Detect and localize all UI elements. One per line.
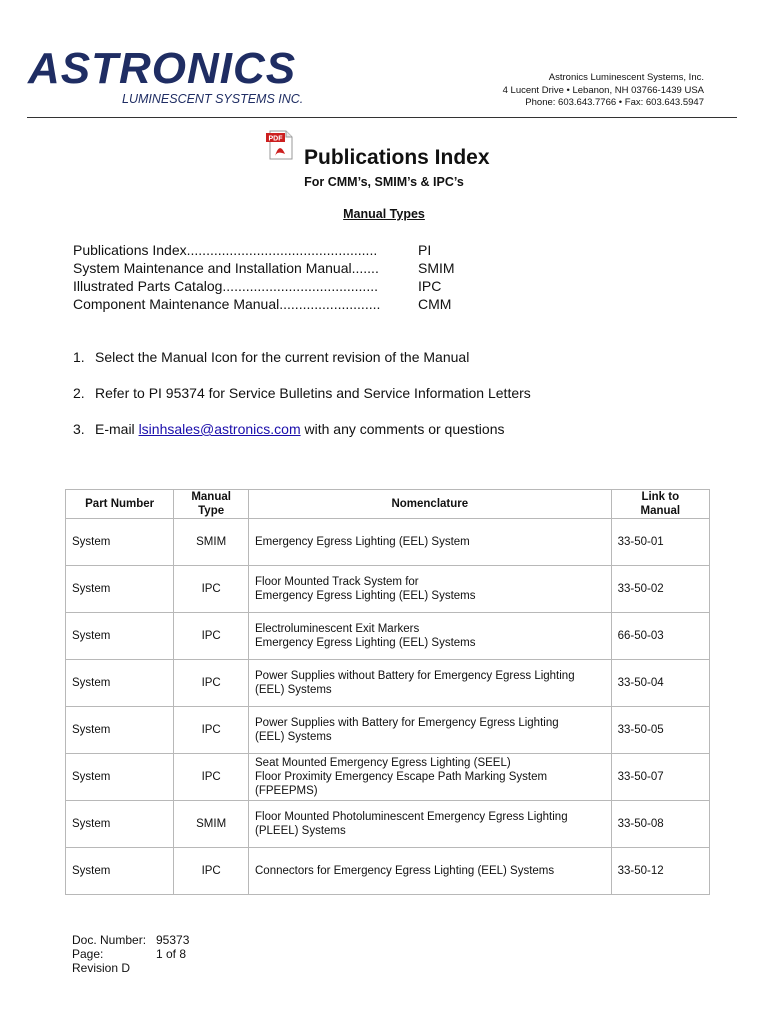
table-row — [66, 707, 710, 754]
table-row — [66, 754, 710, 801]
cell-part-number: System — [66, 801, 174, 848]
table-row — [66, 660, 710, 707]
manual-types-list — [73, 241, 478, 313]
table-row — [66, 566, 710, 613]
page-row — [72, 947, 189, 961]
cell-nomenclature — [249, 519, 612, 566]
manual-type-row — [73, 277, 478, 295]
instruction-item — [73, 349, 469, 365]
nomenclature-line: (PLEEL) Systems — [255, 825, 346, 837]
instruction-number: 3. — [73, 421, 85, 437]
table-body — [66, 519, 710, 895]
doc-number-row — [72, 933, 189, 947]
instruction-number: 2. — [73, 385, 85, 401]
instruction-text: Select the Manual Icon for the current revision of the Manual — [95, 349, 470, 365]
cell-part-number: System — [66, 754, 174, 801]
instruction-text-pre: E-mail — [95, 421, 139, 437]
header-link-line1: Link to — [641, 491, 680, 503]
manual-type-row — [73, 259, 478, 277]
nomenclature-line: Floor Mounted Photoluminescent Emergency Egress Lighting — [255, 811, 568, 823]
cell-manual-link[interactable]: 33-50-04 — [611, 660, 709, 707]
company-address — [503, 72, 704, 110]
cell-manual-type: SMIM — [174, 801, 249, 848]
instruction-text-post: with any comments or questions — [300, 421, 505, 437]
nomenclature-line: (EEL) Systems — [255, 684, 332, 696]
header-link — [611, 490, 709, 519]
manual-type-row — [73, 295, 478, 313]
page-title: Publications Index — [304, 146, 490, 169]
cell-nomenclature — [249, 707, 612, 754]
cell-manual-link[interactable]: 33-50-08 — [611, 801, 709, 848]
publications-table — [65, 489, 710, 895]
header-part-number: Part Number — [66, 490, 174, 519]
instruction-text: Refer to PI 95374 for Service Bulletins and Service Information Letters — [95, 385, 531, 401]
nomenclature-line: Floor Mounted Track System for — [255, 576, 419, 588]
cell-nomenclature — [249, 613, 612, 660]
header-link-line2: Manual — [640, 505, 681, 517]
instruction-item — [73, 421, 504, 437]
cell-nomenclature — [249, 848, 612, 895]
manual-types-heading: Manual Types — [343, 207, 425, 221]
table-row — [66, 519, 710, 566]
manual-type-code: SMIM — [418, 260, 455, 276]
cell-nomenclature — [249, 801, 612, 848]
cell-part-number: System — [66, 707, 174, 754]
revision-row — [72, 961, 189, 975]
cell-manual-link[interactable]: 33-50-01 — [611, 519, 709, 566]
table-row — [66, 613, 710, 660]
company-logo — [28, 44, 304, 114]
cell-nomenclature — [249, 754, 612, 801]
pdf-icon-label: PDF — [268, 135, 283, 143]
instruction-number: 1. — [73, 349, 85, 365]
phone-fax: Phone: 603.643.7766 • Fax: 603.643.5947 — [525, 97, 704, 108]
doc-number-value: 95373 — [156, 933, 190, 947]
cell-manual-type: IPC — [174, 566, 249, 613]
manual-type-name: Publications Index................................................. — [73, 242, 378, 258]
cell-manual-link[interactable]: 33-50-12 — [611, 848, 709, 895]
cell-part-number: System — [66, 660, 174, 707]
table-row — [66, 801, 710, 848]
nomenclature-line: Emergency Egress Lighting (EEL) Systems — [255, 637, 476, 649]
street-address: 4 Lucent Drive • Lebanon, NH 03766-1439 USA — [502, 84, 704, 96]
cell-manual-type: IPC — [174, 848, 249, 895]
nomenclature-line: Power Supplies without Battery for Emergency Egress Lighting — [255, 670, 575, 682]
logo-wordmark: ASTRONICS — [28, 44, 297, 93]
cell-nomenclature — [249, 566, 612, 613]
cell-manual-type: SMIM — [174, 519, 249, 566]
cell-manual-type: IPC — [174, 660, 249, 707]
page-value: 1 of 8 — [156, 947, 187, 961]
pdf-icon[interactable] — [266, 130, 296, 160]
header-manual-type — [174, 490, 249, 519]
manual-type-code: IPC — [418, 278, 442, 294]
cell-part-number: System — [66, 519, 174, 566]
manual-type-code: CMM — [418, 296, 452, 312]
page-label: Page: — [72, 947, 104, 961]
table-header-row — [66, 490, 710, 519]
nomenclature-line: (FPEEPMS) — [255, 785, 318, 797]
cell-manual-type: IPC — [174, 613, 249, 660]
cell-manual-link[interactable]: 66-50-03 — [611, 613, 709, 660]
nomenclature-line: Emergency Egress Lighting (EEL) Systems — [255, 590, 476, 602]
doc-number-label: Doc. Number: — [72, 933, 147, 947]
manual-type-row — [73, 241, 478, 259]
nomenclature-line: Seat Mounted Emergency Egress Lighting (SEEL) — [255, 757, 511, 769]
logo-subtitle: LUMINESCENT SYSTEMS INC. — [122, 92, 304, 106]
email-link[interactable]: lsinhsales@astronics.com — [138, 421, 301, 437]
cell-manual-type: IPC — [174, 754, 249, 801]
header-nomenclature: Nomenclature — [249, 490, 612, 519]
cell-part-number: System — [66, 566, 174, 613]
revision-text: Revision D — [72, 961, 131, 975]
page-subtitle: For CMM’s, SMIM’s & IPC’s — [304, 175, 464, 189]
instruction-item — [73, 385, 531, 401]
header-divider — [27, 117, 737, 118]
manual-type-name: Component Maintenance Manual.......................... — [73, 296, 381, 312]
cell-part-number: System — [66, 613, 174, 660]
nomenclature-line: Electroluminescent Exit Markers — [255, 623, 420, 635]
cell-manual-link[interactable]: 33-50-02 — [611, 566, 709, 613]
nomenclature-line: Power Supplies with Battery for Emergency Egress Lighting — [255, 717, 559, 729]
manual-type-name: Illustrated Parts Catalog........................................ — [73, 278, 378, 294]
manual-type-code: PI — [418, 242, 432, 258]
nomenclature-line: Emergency Egress Lighting (EEL) System — [255, 536, 470, 548]
table-row — [66, 848, 710, 895]
manual-type-name: System Maintenance and Installation Manual....... — [73, 260, 379, 276]
company-name: Astronics Luminescent Systems, Inc. — [548, 72, 704, 83]
header-manual-type-line2: Type — [198, 505, 225, 517]
nomenclature-line: Connectors for Emergency Egress Lighting (EEL) Systems — [255, 865, 555, 877]
nomenclature-line: (EEL) Systems — [255, 731, 332, 743]
cell-manual-link[interactable]: 33-50-07 — [611, 754, 709, 801]
header-manual-type-line1: Manual — [191, 491, 231, 503]
cell-manual-type: IPC — [174, 707, 249, 754]
cell-manual-link[interactable]: 33-50-05 — [611, 707, 709, 754]
document-footer — [72, 933, 189, 975]
nomenclature-line: Floor Proximity Emergency Escape Path Marking System — [255, 771, 548, 783]
cell-nomenclature — [249, 660, 612, 707]
cell-part-number: System — [66, 848, 174, 895]
